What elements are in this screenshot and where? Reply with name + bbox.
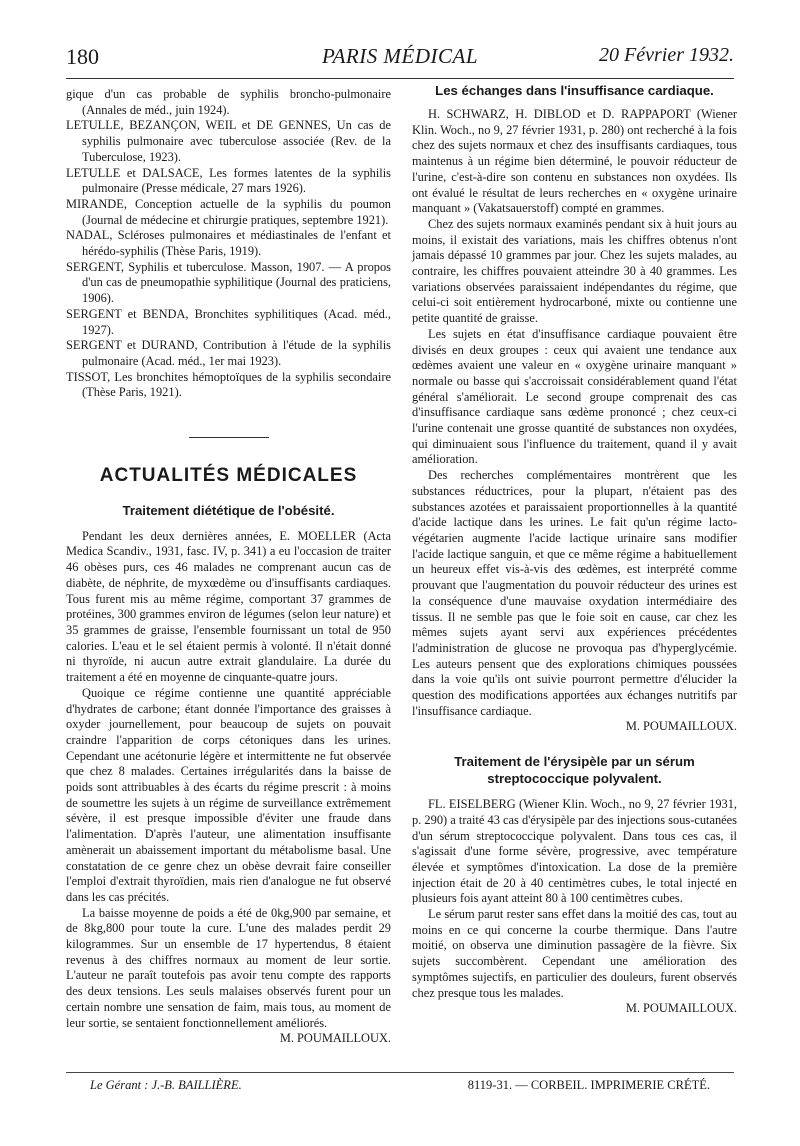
article-paragraph: Quoique ce régime contienne une quantité appréciable d'hydrates de carbone; étant donnée l'importance des graisses à oxyder journellement, pour beaucoup de sujets on pouvait craindre l'apparition de corps cétoniques dans les urines. Cependant une acétonurie légère et intermittente ne fut observée que chez 8 malades. Certaines irrégularités dans la baisse de poids sont attribuables à des écarts du régime prescrit : à moins de soumettre les sujets à un régime de surveillance extrêmement sévère, il est presque impossible d'éviter une fraude dans l'alimentation. D'après l'auteur, une alimentation insuffisante amènerait un abaissement important du métabolisme basal. Une constatation de ce genre chez un obèse devrait faire conseiller l'emploi d'extrait thyroïdien, mais rien d'analogue ne fut observé dans les cas précités. bbox=[66, 685, 391, 904]
author-signature: M. POUMAILLOUX. bbox=[279, 1031, 391, 1046]
page-header bbox=[66, 44, 734, 78]
article-paragraph: Le sérum parut rester sans effet dans la moitié des cas, tout au moins en ce qui concerne la courbe thermique. Dans l'autre moitié, on observa une diminution passagère de la fièvre. Six sujets succombèrent. Cependant une amélioration des symptômes sujectifs, en particulier des douleurs, furent observés chez presque tous les malades. bbox=[412, 907, 737, 1000]
article-paragraph: La baisse moyenne de poids a été de 0kg,900 par semaine, et de 8kg,800 pour toute la cure. L'une des malades perdit 29 kilogrammes. Sur un ensemble de 17 hypertendus, 8 étaient revenus à des chiffres normaux au moment de leur sortie. L'auteur ne paraît toutefois pas avoir tenu compte des rapports des deux tensions. Les seuls malaises observés furent pour un certain nombre une sensation de faim, mais tous, au moment de leur sortie, se sentaient fonctionnellement améliorés. bbox=[66, 905, 391, 1030]
right-column bbox=[412, 82, 737, 1017]
article-title: Traitement de l'érysipèle par un sérum streptococcique polyvalent. bbox=[454, 754, 695, 787]
article-paragraph: Des recherches complémentaires montrèrent que les substances réductrices, pour la plupart, n'étaient pas des substances azotées et paraissaient proportionnelles à la quantité d'acide lactique dans les urines. Le fait qu'un régime lacto-végétarien augmente l'acide lactique urinaire sans modifier l'acide lactique sanguin, et que ce même régime a habituellement un heureux effet vis-à-vis des œdèmes, est interprété comme prouvant que l'augmentation du pouvoir réducteur des urines est la conséquence d'une mauvaise oxydation intermédiaire des tissus. Il ne semble pas que le foie soit en cause, car chez les mêmes sujets ayant servi aux expériences précédentes l'administration de glucose ne provoqua pas d'hyperglycémie. Les auteurs pensent que des explorations chimiques poussées dans la voie qu'ils ont suivie pourront permettre d'élucider la question des modifications apportées aux échanges nutritifs par l'insuffisance cardiaque. bbox=[412, 468, 737, 718]
article-paragraph: FL. EISELBERG (Wiener Klin. Woch., no 9, 27 février 1931, p. 290) a traité 43 cas d'érysipèle par des injections sous-cutanées d'un sérum streptococcique polyvalent. Dans tous ces cas, il s'agissait d'une forme sévère, progressive, avec température élevée et symptômes d'intoxication. La dose de la première injection était de 20 à 40 centimètres cubes, le total injecté en plusieurs fois ayant atteint 80 à 100 centimètres cubes. bbox=[412, 797, 737, 906]
footer-publisher: Le Gérant : J.-B. BAILLIÈRE. bbox=[90, 1078, 242, 1092]
reference-item: TISSOT, Les bronchites hémoptoïques de la syphilis secondaire (Thèse Paris, 1921). bbox=[66, 369, 391, 400]
issue-date: 20 Février 1932. bbox=[599, 44, 734, 66]
reference-item: SERGENT, Syphilis et tuberculose. Masson, 1907. — A propos d'un cas de pneumopathie syphilitique (Journal des praticiens, 1906). bbox=[66, 259, 391, 306]
left-column bbox=[66, 87, 391, 1047]
article-title: Traitement diététique de l'obésité. bbox=[122, 502, 335, 518]
reference-item: LETULLE, BEZANÇON, WEIL et DE GENNES, Un cas de syphilis pulmonaire avec tuberculose associée (Rev. de la Tuberculose, 1923). bbox=[66, 118, 391, 164]
article-paragraph: Pendant les deux dernières années, E. MOELLER (Acta Medica Scandiv., 1931, fasc. IV, p. 341) a eu l'occasion de traiter 46 obèses purs, ces 46 malades ne comprenant aucun cas de diabète, de néphrite, de myxœdème ou d'insuffisants cardiaques. Tous furent mis au même régime, comportant 37 grammes de protéines, 300 grammes environ de légumes (selon leur nature) et 35 grammes de graisse, l'ensemble fournissant un total de 950 calories. L'eau et le sel étaient permis à volonté. Il n'était donné ni thyroïde, ni aucun autre extrait glandulaire. La durée du traitement a été en moyenne de cinquante-quatre jours. bbox=[66, 528, 391, 685]
reference-item: gique d'un cas probable de syphilis broncho-pulmonaire (Annales de méd., juin 1924). bbox=[66, 87, 391, 117]
article-paragraph: Chez des sujets normaux examinés pendant six à huit jours au moins, il existait des variations, mais les chiffres obtenus n'ont jamais dépassé 10 grammes par jour. Chez les sujets malades, au contraire, les chiffres pouvaient atteindre 30 à 40 grammes. Les variations observées paraissaient indépendantes du régime, que celui-ci soit entièrement hydrocarboné, mixte ou contienne une petite quantité de graisse. bbox=[412, 216, 737, 326]
reference-item: NADAL, Scléroses pulmonaires et médiastinales de l'enfant et hérédo-syphilis (Thèse Paris, 1919). bbox=[66, 228, 391, 259]
header-rule bbox=[66, 78, 734, 79]
author-signature: M. POUMAILLOUX. bbox=[625, 1001, 737, 1016]
footer-rule bbox=[66, 1072, 734, 1073]
page-number: 180 bbox=[66, 44, 99, 69]
article-paragraph: H. SCHWARZ, H. DIBLOD et D. RAPPAPORT (Wiener Klin. Woch., no 9, 27 février 1931, p. 280) ont recherché à la fois chez des sujets normaux et chez des insuffisants cardiaques, tous maintenus à un régime bien déterminé, le pouvoir réducteur de l'urine, c'est-à-dire son contenu en substances non oxydées. Ils ont évalué le résultat de leurs recherches en « oxygène urinaire manquant » (Vakatsauerstoff) compté en grammes. bbox=[412, 107, 737, 216]
reference-item: SERGENT et DURAND, Contribution à l'étude de la syphilis pulmonaire (Acad. méd., 1er mai 1923). bbox=[66, 338, 391, 368]
reference-item: LETULLE et DALSACE, Les formes latentes de la syphilis pulmonaire (Presse médicale, 27 mars 1926). bbox=[66, 165, 391, 196]
journal-title: PARIS MÉDICAL bbox=[321, 44, 478, 68]
article-title: Les échanges dans l'insuffisance cardiaque. bbox=[435, 83, 714, 98]
section-title: ACTUALITÉS MÉDICALES bbox=[99, 465, 358, 487]
reference-item: MIRANDE, Conception actuelle de la syphilis du poumon (Journal de médecine et chirurgie pratiques, septembre 1921). bbox=[66, 196, 391, 227]
footer-printer: 8119-31. — CORBEIL. IMPRIMERIE CRÉTÉ. bbox=[467, 1078, 710, 1092]
article-paragraph: Les sujets en état d'insuffisance cardiaque pouvaient être divisés en deux groupes : ceux qui avaient une tendance aux œdèmes avaient une valeur en « oxygène urinaire manquant » normale ou basse qui s'accroissait considérablement quand l'état général s'améliorait. Le second groupe comprenait des cas d'insuffisance cardiaque sans œdème prononcé ; chez ceux-ci l'urine contenait une grosse quantité de substances non oxydées, qui diminuaient sous l'influence du traitement, quand il y avait amélioration. bbox=[412, 326, 737, 467]
reference-item: SERGENT et BENDA, Bronchites syphilitiques (Acad. méd., 1927). bbox=[66, 306, 391, 337]
section-divider bbox=[189, 437, 269, 438]
author-signature: M. POUMAILLOUX. bbox=[625, 719, 737, 734]
